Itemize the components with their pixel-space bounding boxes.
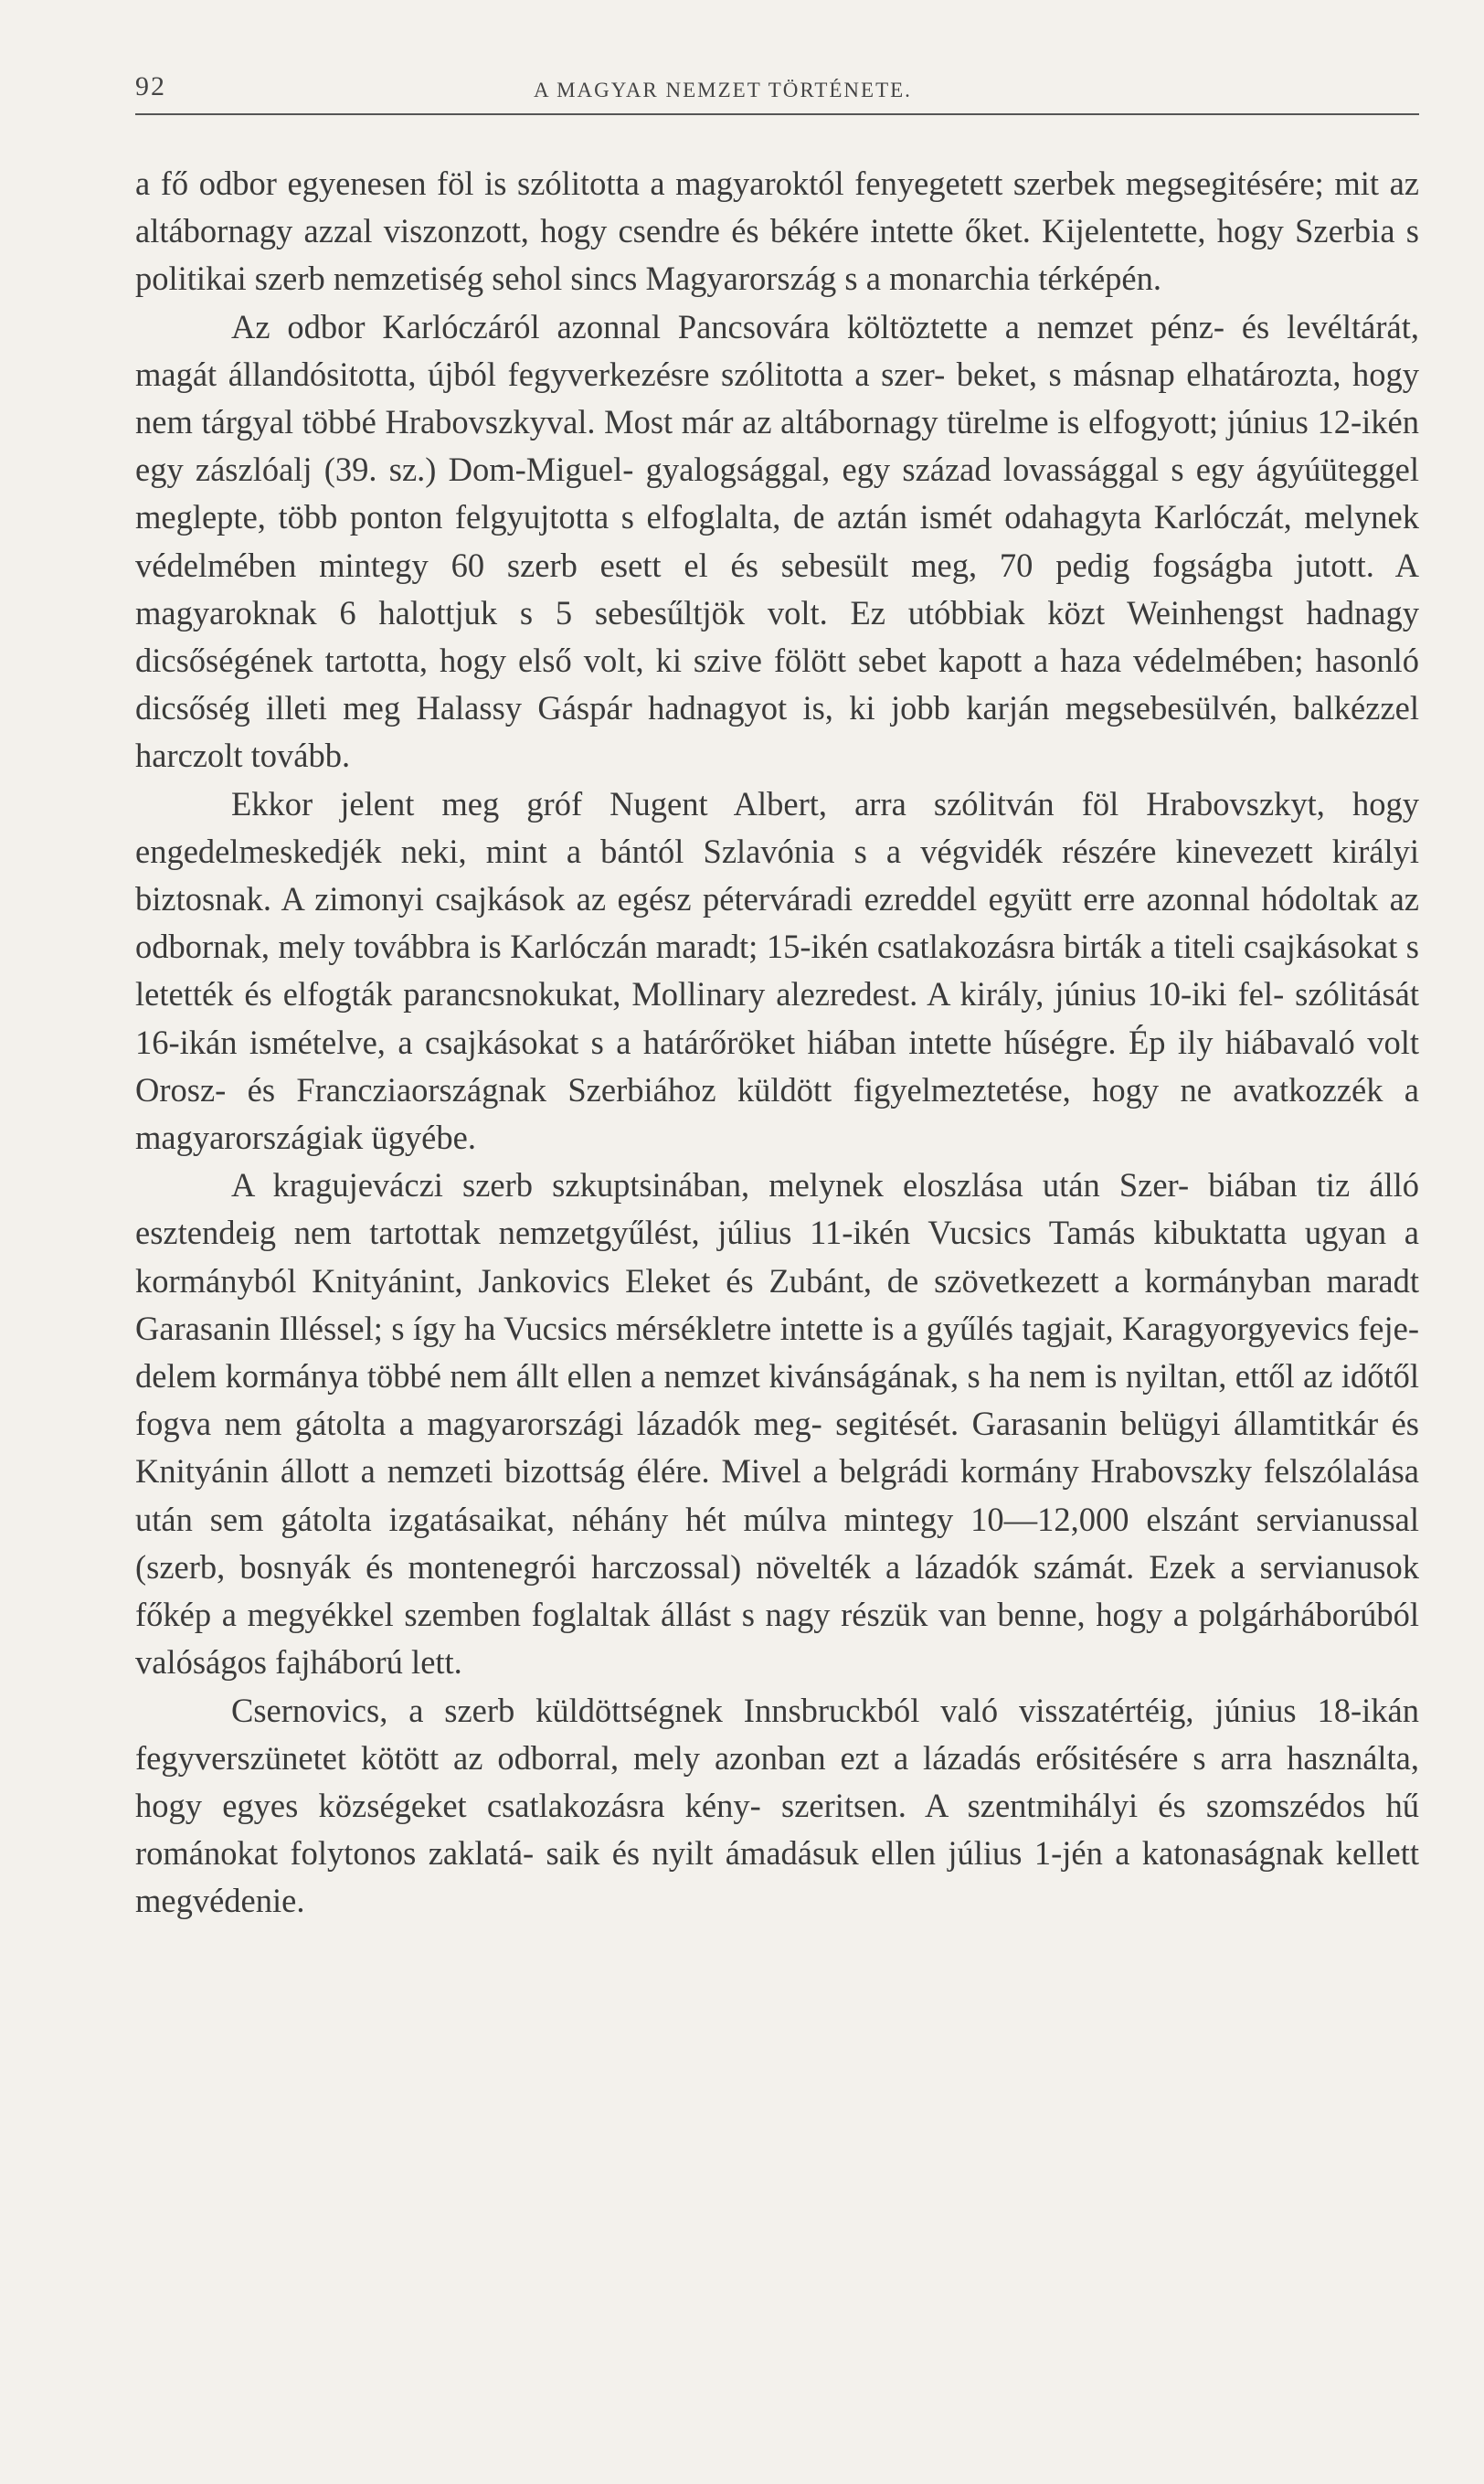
paragraph: Az odbor Karlóczáról azonnal Pancsovára költöztette a nemzet pénz- és levéltárát, magát állandósitotta, újból fegyverkezésre szólitotta a szer- beket, s másnap elhatározta, hogy nem tárgyal többé Hrabovszkyval. Most már az altábornagy türelme is elfogyott; június 12-ikén egy zászlóalj (39. sz.) Dom-Miguel- gyalogsággal, egy század lovassággal s egy ágyúüteggel meglepte, több ponton felgyujtotta s elfoglalta, de aztán ismét odahagyta Karlóczát, melynek védelmében mintegy 60 szerb esett el és sebesült meg, 70 pedig fogságba jutott. A magyaroknak 6 halottjuk s 5 sebesűltjök volt. Ez utóbbiak közt Weinhengst hadnagy dicsőségének tartotta, hogy első volt, ki szive fölött sebet kapott a haza védelmében; hasonló dicsőség illeti meg Halassy Gáspár hadnagyot is, ki jobb karján megsebesülvén, balkézzel harczolt tovább. <box>135 307 1419 775</box>
paragraph: A kragujeváczi szerb szkuptsinában, melynek eloszlása után Szer- biában tiz álló esztendeig nem tartottak nemzetgyűlést, július 11-ikén Vucsics Tamás kibuktatta ugyan a kormányból Knityánint, Jankovics Eleket és Zubánt, de szövetkezett a kormányban maradt Garasanin Illéssel; s így ha Vucsics mérsékletre intette is a gyűlés tagjait, Karagyorgyevics feje- delem kormánya többé nem állt ellen a nemzet kivánságának, s ha nem is nyiltan, ettől az időtől fogva nem gátolta a magyarországi lázadók meg- segitését. Garasanin belügyi államtitkár és Knityánin állott a nemzeti bizottság élére. Mivel a belgrádi kormány Hrabovszky felszólalása után sem gátolta izgatásaikat, néhány hét múlva mintegy 10—12,000 elszánt servianussal (szerb, bosnyák és montenegrói harczossal) növelték a lázadók számát. Ezek a servianusok főkép a megyékkel szemben foglaltak állást s nagy részük van benne, hogy a polgárháborúból valóságos fajháború lett. <box>135 1166 1419 1682</box>
page-header <box>135 71 1419 115</box>
paragraph: Csernovics, a szerb küldöttségnek Innsbruckból való visszatértéig, június 18-ikán fegyverszünetet kötött az odborral, mely azonban ezt a lázadás erősitésére s arra használta, hogy egyes községeket csatlakozásra kény- szeritsen. A szentmihályi és szomszédos hű románokat folytonos zaklatá- saik és nyilt ámadásuk ellen július 1-jén a katonaságnak kellett megvédenie. <box>135 1691 1419 1920</box>
running-title: A MAGYAR NEMZET TÖRTÉNETE. <box>534 79 912 101</box>
body-text <box>135 160 1419 1926</box>
paragraph: Ekkor jelent meg gróf Nugent Albert, arra szólitván föl Hrabovszkyt, hogy engedelmeskedjék neki, mint a bántól Szlavónia s a végvidék részére kinevezett királyi biztosnak. A zimonyi csajkások az egész péterváradi ezreddel együtt erre azonnal hódoltak az odbornak, mely továbbra is Karlóczán maradt; 15-ikén csatlakozásra birták a titeli csajkásokat s letették és elfogták parancsnokukat, Mollinary alezredest. A király, június 10-iki fel- szólitását 16-ikán ismételve, a csajkásokat s a határőröket hiában intette hűségre. Ép ily hiábavaló volt Orosz- és Francziaországnak Szerbiához küldött figyelmeztetése, hogy ne avatkozzék a magyarországiak ügyébe. <box>135 784 1419 1157</box>
paragraph: a fő odbor egyenesen föl is szólitotta a magyaroktól fenyegetett szerbek megsegitésére; mit az altábornagy azzal viszonzott, hogy csendre és békére intette őket. Kijelentette, hogy Szerbia s politikai szerb nemzetiség sehol sincs Magyarország s a monarchia térképén. <box>135 165 1419 298</box>
page-number: 92 <box>135 71 166 101</box>
